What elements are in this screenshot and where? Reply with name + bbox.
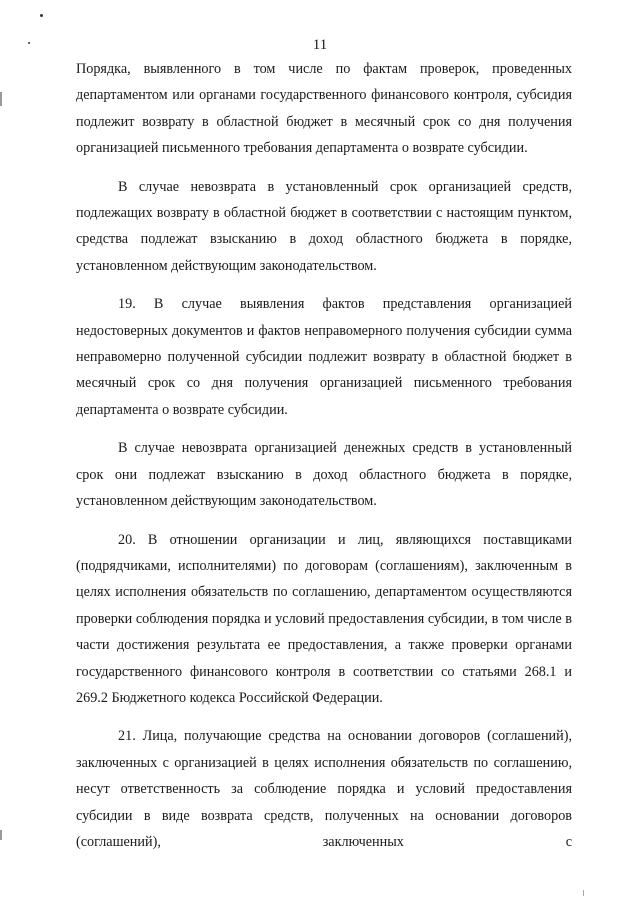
body-text <box>76 56 572 867</box>
paragraph-item-20: 20. В отношении организации и лиц, являющихся поставщиками (подрядчиками, исполнителями) по договорам (соглашениям), заключенным в целях исполнения обязательств по соглашению, департаментом осуществляются проверки соблюдения порядка и условий предоставления субсидии, в том числе в части достижения результата ее предоставления, а также проверки органами государственного финансового контроля в соответствии со статьями 268.1 и 269.2 Бюджетного кодекса Российской Федерации. <box>76 531 572 706</box>
paragraph-item-19: 19. В случае выявления фактов представления организацией недостоверных документов и фактов неправомерного получения субсидии сумма неправомерно полученной субсидии подлежит возврату в областной бюджет в месячный срок со дня получения организацией письменного требования департамента о возврате субсидии. <box>76 296 572 418</box>
scan-edge-mark <box>0 92 2 106</box>
paragraph-nonreturn-clause: В случае невозврата в установленный срок организацией средств, подлежащих возврату в областной бюджет в соответствии с настоящим пунктом, средства подлежат взысканию в доход областного бюджета в порядке, установленном действующим законодательством. <box>76 178 572 274</box>
scan-speck <box>40 14 43 17</box>
scan-edge-mark <box>583 890 584 896</box>
scan-edge-mark <box>0 830 2 840</box>
page-number: 11 <box>312 37 328 53</box>
paragraph-item-21: 21. Лица, получающие средства на основании договоров (соглашений), заключенных с организацией в целях исполнения обязательств по соглашению, несут ответственность за соблюдение порядка и условий предоставления субсидии в виде возврата средств, полученных на основании договоров (соглашений), заключенных с <box>76 728 572 850</box>
paragraph-item-19-nonreturn: В случае невозврата организацией денежных средств в установленный срок они подлежат взысканию в доход областного бюджета в порядке, установленном действующим законодательством. <box>76 440 572 510</box>
paragraph-continuation: Порядка, выявленного в том числе по фактам проверок, проведенных департаментом или органами государственного финансового контроля, субсидия подлежит возврату в областной бюджет в месячный срок со дня получения организацией письменного требования департамента о возврате субсидии. <box>76 61 572 157</box>
